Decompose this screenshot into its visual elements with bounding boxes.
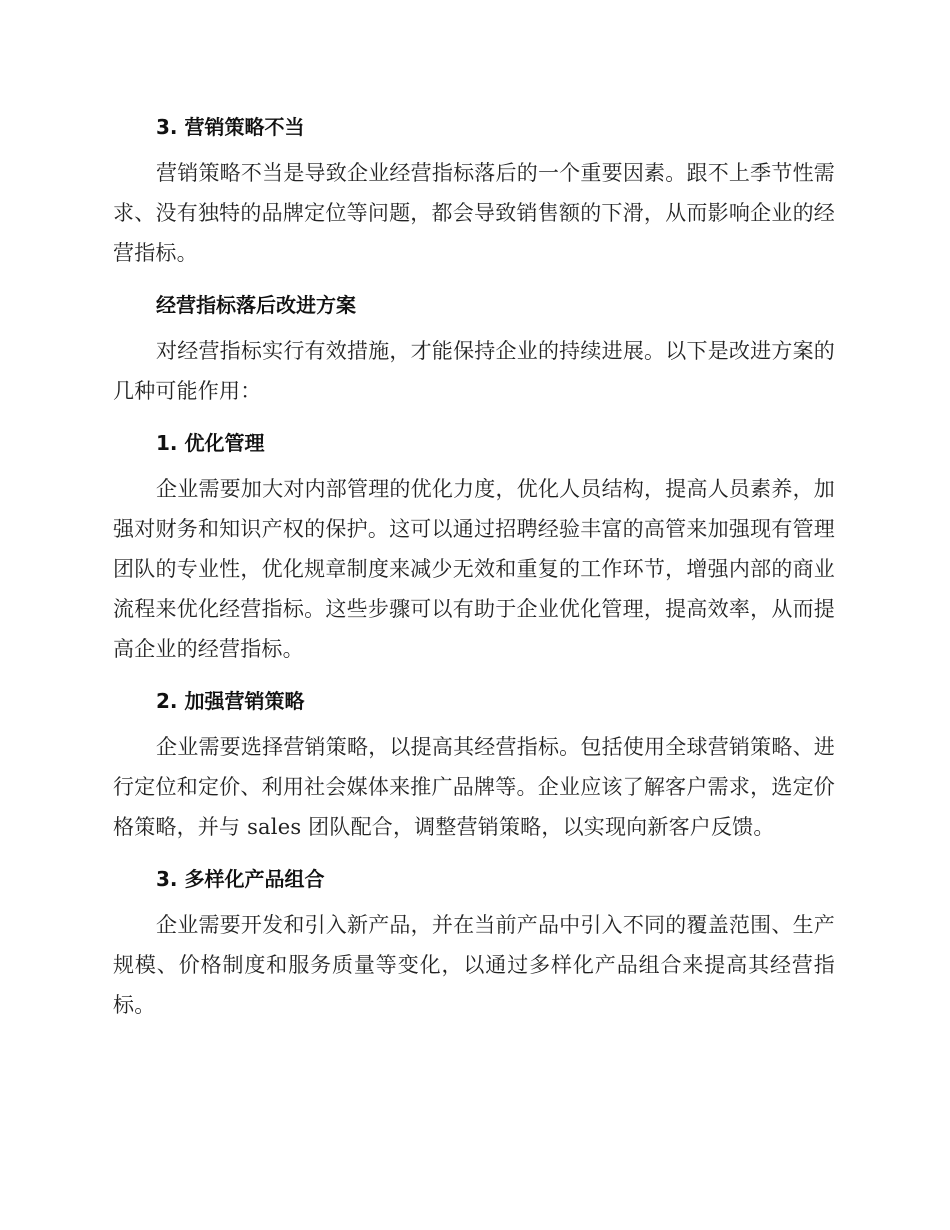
section-heading-marketing-strategy-issue: 3. 营销策略不当 — [156, 115, 305, 139]
section-heading-strengthen-marketing: 2. 加强营销策略 — [156, 689, 305, 713]
section-paragraph-strengthen-marketing: 企业需要选择营销策略，以提高其经营指标。包括使用全球营销策略、进行定位和定价、利用社会媒体来推广品牌等。企业应该了解客户需求，选定价格策略，并与 sales 团队配合，调整营销策略，以实现向新客户反馈。 — [113, 735, 835, 839]
section-paragraph-marketing-strategy-issue: 营销策略不当是导致企业经营指标落后的一个重要因素。跟不上季节性需求、没有独特的品牌定位等问题，都会导致销售额的下滑，从而影响企业的经营指标。 — [113, 161, 835, 265]
section-heading-diversified-products: 3. 多样化产品组合 — [156, 867, 325, 891]
section-heading-improvement-plan: 经营指标落后改进方案 — [156, 293, 356, 317]
section-paragraph-improvement-plan: 对经营指标实行有效措施，才能保持企业的持续进展。以下是改进方案的几种可能作用： — [113, 339, 835, 403]
section-paragraph-optimize-management: 企业需要加大对内部管理的优化力度，优化人员结构，提高人员素养，加强对财务和知识产权的保护。这可以通过招聘经验丰富的高管来加强现有管理团队的专业性，优化规章制度来减少无效和重复的工作环节，增强内部的商业流程来优化经营指标。这些步骤可以有助于企业优化管理，提高效率，从而提高企业的经营指标。 — [113, 477, 835, 661]
section-heading-optimize-management: 1. 优化管理 — [156, 431, 265, 455]
section-paragraph-diversified-products: 企业需要开发和引入新产品，并在当前产品中引入不同的覆盖范围、生产规模、价格制度和服务质量等变化，以通过多样化产品组合来提高其经营指标。 — [113, 913, 835, 1017]
document-body — [113, 107, 835, 1037]
